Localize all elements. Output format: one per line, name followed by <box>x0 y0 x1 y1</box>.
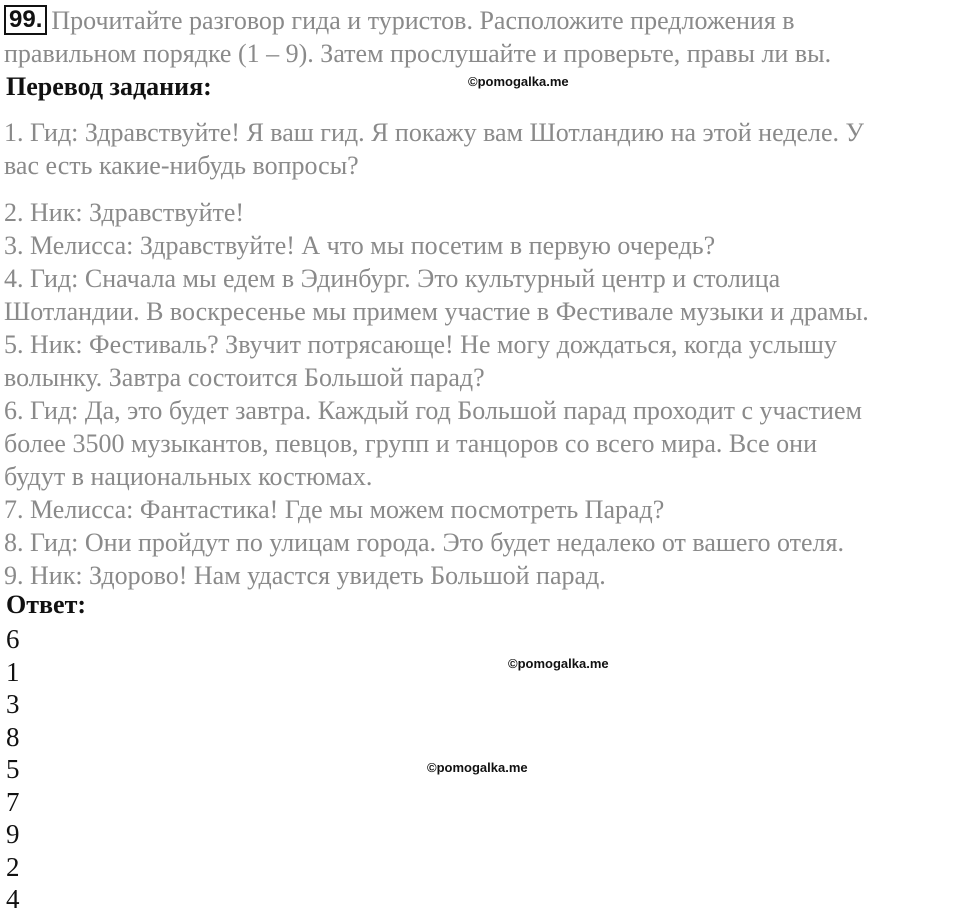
answer-item: 4 <box>6 884 20 914</box>
dialogue-line: будут в национальных костюмах. <box>4 462 373 491</box>
answer-item: 1 <box>6 656 20 687</box>
translation-heading: Перевод задания: <box>6 72 212 101</box>
task-text-line-1: Прочитайте разговор гида и туристов. Расположите предложения в <box>51 6 795 35</box>
dialogue-line: волынку. Завтра состоится Большой парад? <box>4 363 485 392</box>
dialogue-translation <box>4 116 956 592</box>
dialogue-line: 6. Гид: Да, это будет завтра. Каждый год Большой парад проходит с участием <box>4 396 862 425</box>
dialogue-line: Шотландии. В воскресенье мы примем участие в Фестивале музыки и драмы. <box>4 297 869 326</box>
dialogue-line: 8. Гид: Они пройдут по улицам города. Это будет недалеко от вашего отеля. <box>4 528 844 557</box>
answer-item: 9 <box>6 819 20 849</box>
dialogue-line: 2. Ник: Здравствуйте! <box>4 198 245 227</box>
dialogue-line: 4. Гид: Сначала мы едем в Эдинбург. Это культурный центр и столица <box>4 264 781 293</box>
task-statement <box>4 4 954 70</box>
answer-item: 5 <box>6 754 20 784</box>
watermark: ©pomogalka.me <box>468 74 569 89</box>
dialogue-line: вас есть какие-нибудь вопросы? <box>4 151 359 180</box>
answer-list <box>6 623 20 916</box>
task-text-line-2: правильном порядке (1 – 9). Затем прослушайте и проверьте, правы ли вы. <box>4 39 832 68</box>
answer-heading: Ответ: <box>6 590 87 619</box>
dialogue-line: 5. Ник: Фестиваль? Звучит потрясающе! Не могу дождаться, когда услышу <box>4 330 837 359</box>
dialogue-line: 3. Мелисса: Здравствуйте! А что мы посетим в первую очередь? <box>4 231 716 260</box>
answer-item: 7 <box>6 786 20 817</box>
dialogue-line: 9. Ник: Здорово! Нам удастся увидеть Большой парад. <box>4 561 606 590</box>
dialogue-line: 7. Мелисса: Фантастика! Где мы можем посмотреть Парад? <box>4 495 665 524</box>
answer-item: 3 <box>6 689 20 719</box>
task-number-badge: 99. <box>4 5 47 35</box>
answer-item: 8 <box>6 721 20 752</box>
answer-item: 2 <box>6 851 20 882</box>
watermark: ©pomogalka.me <box>508 656 609 671</box>
dialogue-line: 1. Гид: Здравствуйте! Я ваш гид. Я покажу вам Шотландию на этой неделе. У <box>4 118 864 147</box>
dialogue-line: более 3500 музыкантов, певцов, групп и танцоров со всего мира. Все они <box>4 429 817 458</box>
watermark: ©pomogalka.me <box>427 760 528 775</box>
answer-item: 6 <box>6 624 20 654</box>
